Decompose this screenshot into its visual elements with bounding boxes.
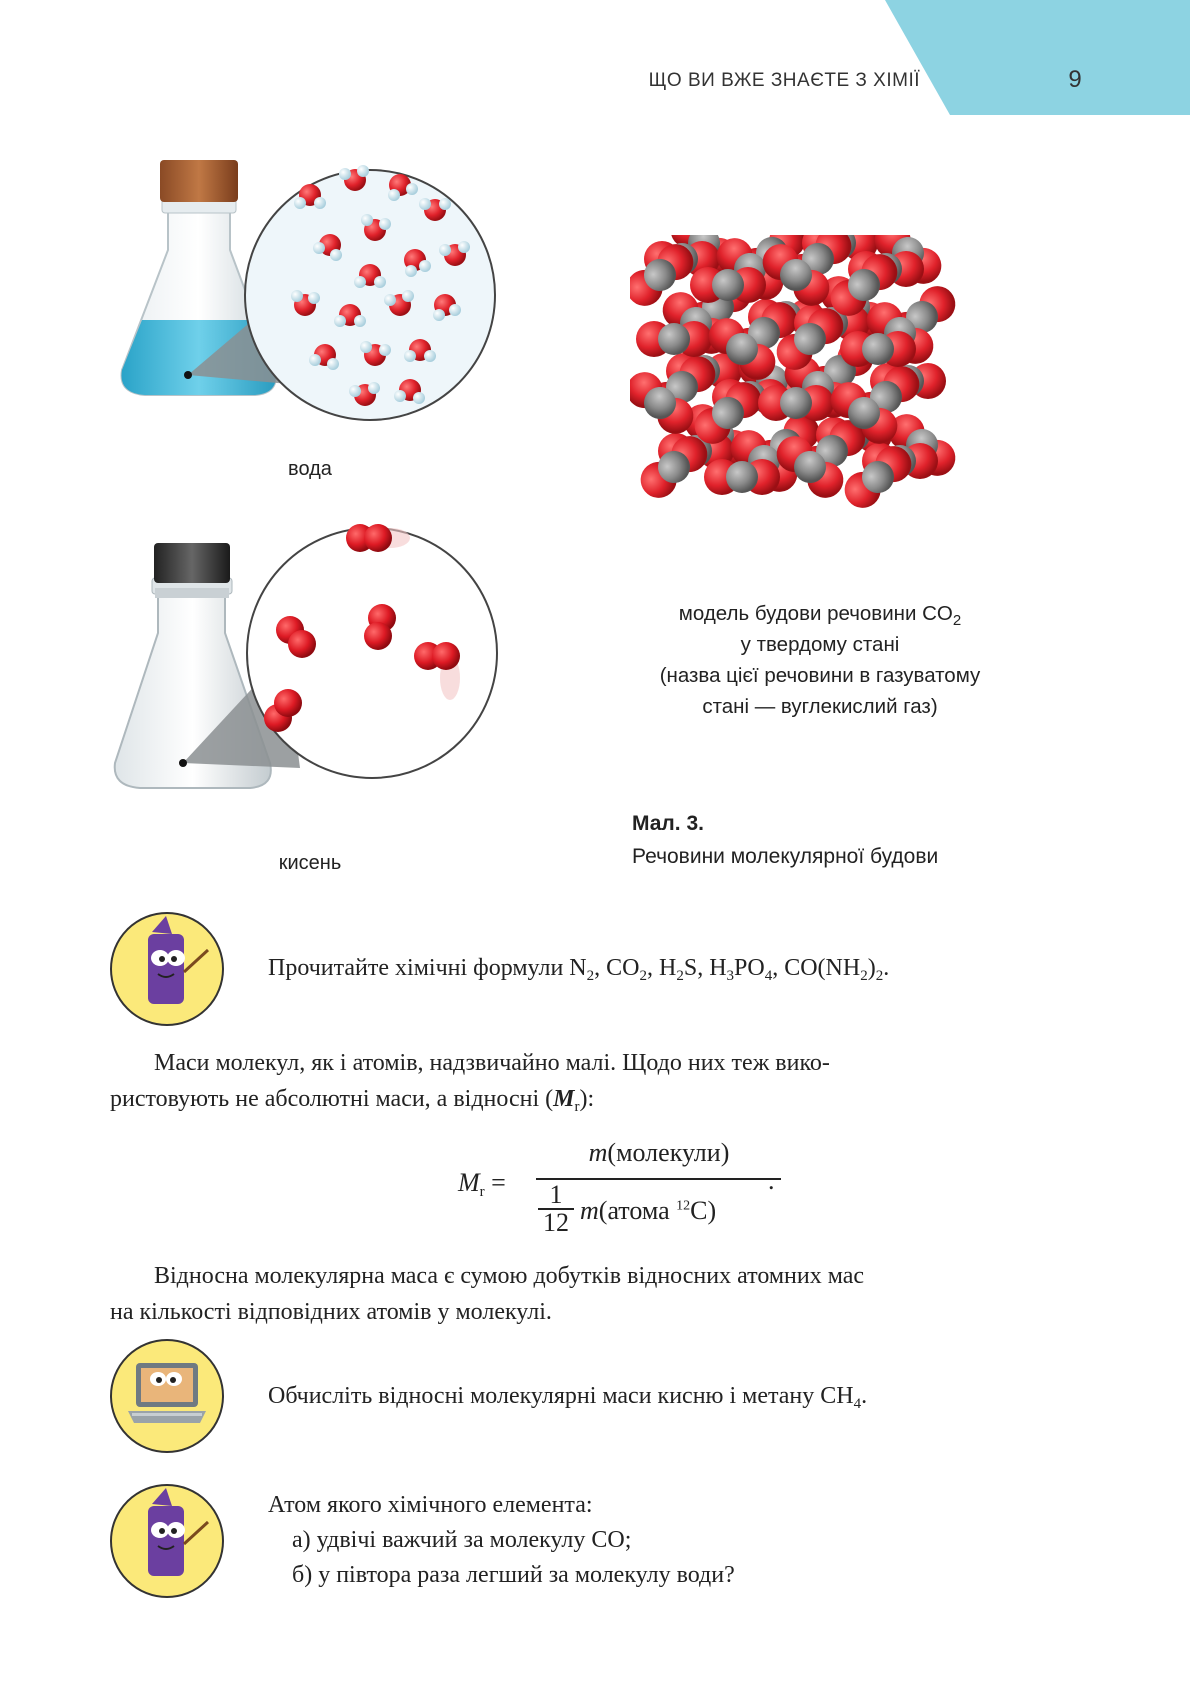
paragraph-molecule-mass — [110, 1045, 1085, 1117]
water-flask-illustration — [110, 155, 500, 435]
figure-label: Мал. 3. — [632, 812, 704, 835]
co2-crystal-model — [630, 235, 990, 565]
paragraph1-line1: Маси молекул, як і атомів, надзвичайно малі. Щодо них теж вико- — [154, 1050, 830, 1076]
task3-line1: Атом якого хімічного елемента: — [268, 1492, 593, 1518]
co2-caption-line2: у твердому стані — [740, 633, 900, 656]
paragraph1-line2: ристовують не абсолютні маси, а відносні $(M_r)$: — [110, 1086, 595, 1115]
co2-molecule — [840, 331, 916, 367]
co2-molecule — [690, 267, 766, 303]
co2-molecule-grid — [630, 235, 963, 515]
task-read-formulas: Прочитайте хімічні формули $N_2$, $CO_2$, $H_2S$, $H_3PO_4$, $CO(NH_2)_2$. — [268, 955, 890, 984]
oxygen-flask-illustration — [110, 518, 510, 818]
figure-title: Речовини молекулярної будови — [632, 845, 939, 868]
paragraph2-line1: Відносна молекулярна маса є сумою добутків відносних атомних мас — [154, 1263, 865, 1289]
oxygen-label: кисень — [278, 852, 342, 874]
co2-molecule — [636, 321, 712, 357]
pencil-mascot-icon — [108, 910, 226, 1028]
task3-option-a: а) удвічі важчий за молекулу CO; — [292, 1527, 632, 1553]
relative-mass-formula: $M_r$ = m(молекули) 1 12 m(атома $^{12}$C) . — [458, 1138, 798, 1238]
paragraph-molecular-mass-definition — [110, 1258, 1085, 1330]
formula-one-twelfth: 1 12 — [538, 1182, 574, 1236]
water-label: вода — [288, 458, 332, 480]
co2-caption-line1: модель будови речовини CO — [678, 602, 953, 625]
fraction-bar — [536, 1178, 781, 1180]
co2-caption-subscript: 2 — [952, 612, 962, 629]
co2-caption-line4: стані — вуглекислий газ) — [702, 695, 938, 718]
task3-option-b: б) у півтора раза легший за молекулу води? — [292, 1562, 735, 1588]
pencil-mascot-icon-2 — [108, 1482, 226, 1600]
task-which-element — [268, 1488, 735, 1593]
page-number: 9 — [1068, 66, 1082, 93]
co2-molecule — [758, 385, 834, 421]
header-tab — [885, 0, 1190, 115]
co2-caption-line3: (назва цієї речовини в газуватому — [659, 664, 981, 687]
formula-numerator: m(молекули) — [588, 1138, 730, 1167]
running-header-title: ЩО ВИ ВЖЕ ЗНАЄТЕ З ХІМІЇ — [648, 70, 920, 91]
laptop-mascot-icon — [108, 1337, 226, 1455]
paragraph2-line2: на кількості відповідних атомів у молекулі. — [110, 1299, 552, 1325]
task-calculate-masses: Обчисліть відносні молекулярні маси кисню і метану $CH_4$. — [268, 1383, 868, 1412]
formula-denominator: m(атома $^{12}$C) — [580, 1196, 717, 1225]
co2-molecule — [704, 459, 780, 495]
co2-caption — [600, 598, 1040, 722]
